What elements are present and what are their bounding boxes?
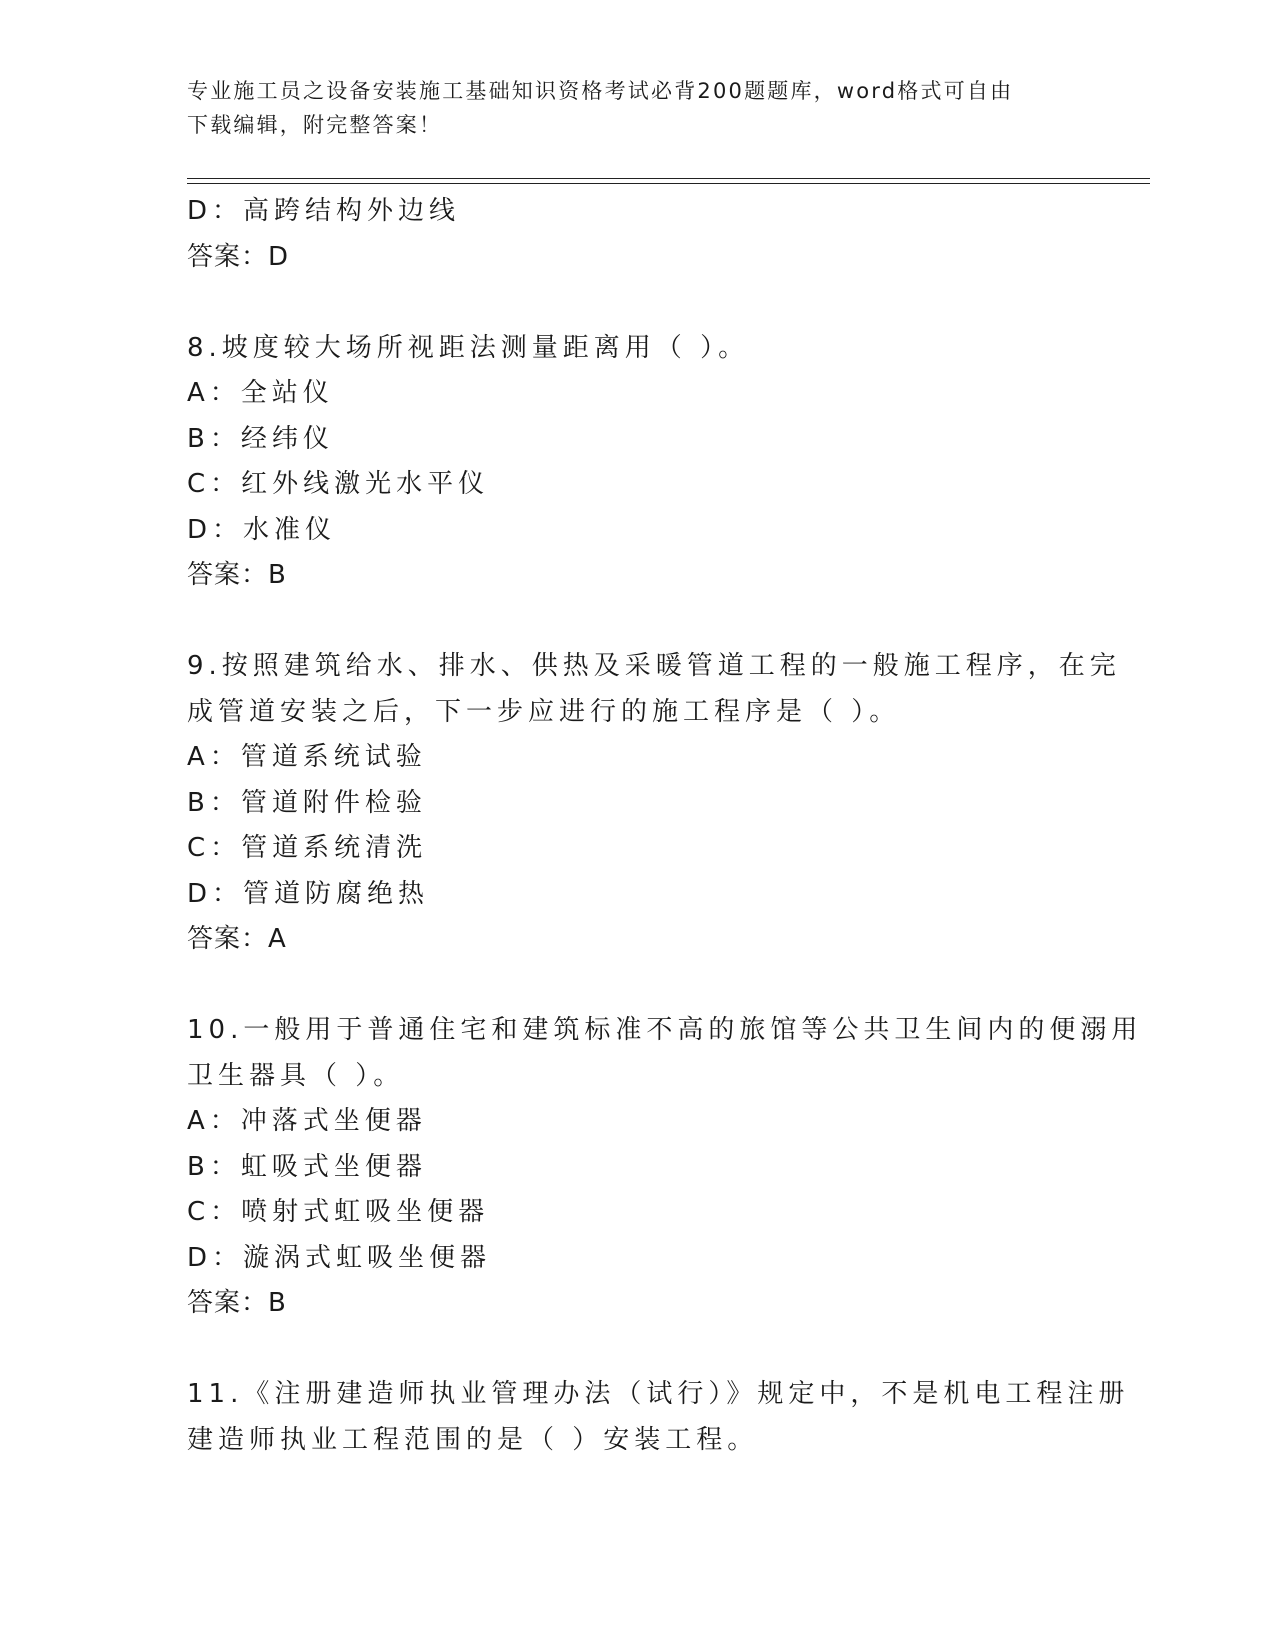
question-stem-line-2: 建造师执业工程范围的是（ ）安装工程。 bbox=[187, 1424, 759, 1455]
option-c: C：红外线激光水平仪 bbox=[187, 469, 490, 499]
option-a: A：管道系统试验 bbox=[187, 742, 427, 772]
header-divider-top bbox=[187, 178, 1150, 179]
question-stem-line-2: 卫生器具（ ）。 bbox=[187, 1060, 405, 1091]
option-d: D：漩涡式虹吸坐便器 bbox=[187, 1242, 492, 1273]
spacer bbox=[187, 280, 1087, 326]
question-stem-line-2: 成管道安装之后，下一步应进行的施工程序是（ ）。 bbox=[187, 696, 901, 727]
option-d: D：管道防腐绝热 bbox=[187, 878, 430, 909]
question-list bbox=[187, 189, 1143, 1463]
question-10 bbox=[187, 1008, 1143, 1327]
document-header: 专业施工员之设备安装施工基础知识资格考试必背200题题库，word格式可自由 下载编辑，附完整答案！ bbox=[187, 79, 1014, 137]
spacer bbox=[187, 599, 1087, 645]
option-a: A：冲落式坐便器 bbox=[187, 1106, 427, 1136]
option-b: B：经纬仪 bbox=[187, 423, 334, 454]
answer: 答案：A bbox=[187, 924, 287, 954]
question-stem: 8.坡度较大场所视距法测量距离用（ ）。 bbox=[187, 332, 750, 363]
option-c: C：喷射式虹吸坐便器 bbox=[187, 1197, 490, 1227]
option-a: A：全站仪 bbox=[187, 378, 334, 408]
spacer bbox=[187, 963, 1087, 1009]
answer: 答案：B bbox=[187, 1288, 287, 1318]
answer: 答案：D bbox=[187, 241, 290, 272]
question-7 bbox=[187, 189, 1087, 280]
option-c: C：管道系统清洗 bbox=[187, 833, 428, 863]
question-11 bbox=[187, 1372, 1130, 1463]
option-d: D：高跨结构外边线 bbox=[187, 196, 461, 226]
question-stem-line-1: 11.《注册建造师执业管理办法（试行）》规定中，不是机电工程注册 bbox=[187, 1379, 1130, 1409]
option-b: B：虹吸式坐便器 bbox=[187, 1151, 427, 1182]
question-stem-line-1: 10.一般用于普通住宅和建筑标准不高的旅馆等公共卫生间内的便溺用 bbox=[187, 1015, 1143, 1045]
answer: 答案：B bbox=[187, 560, 287, 590]
option-b: B：管道附件检验 bbox=[187, 787, 427, 818]
option-d: D：水准仪 bbox=[187, 514, 337, 545]
question-9 bbox=[187, 644, 1121, 963]
question-stem-line-1: 9.按照建筑给水、排水、供热及采暖管道工程的一般施工程序，在完 bbox=[187, 651, 1121, 681]
header-divider-bottom bbox=[187, 183, 1150, 184]
spacer bbox=[187, 1327, 1087, 1373]
question-8 bbox=[187, 326, 1087, 599]
